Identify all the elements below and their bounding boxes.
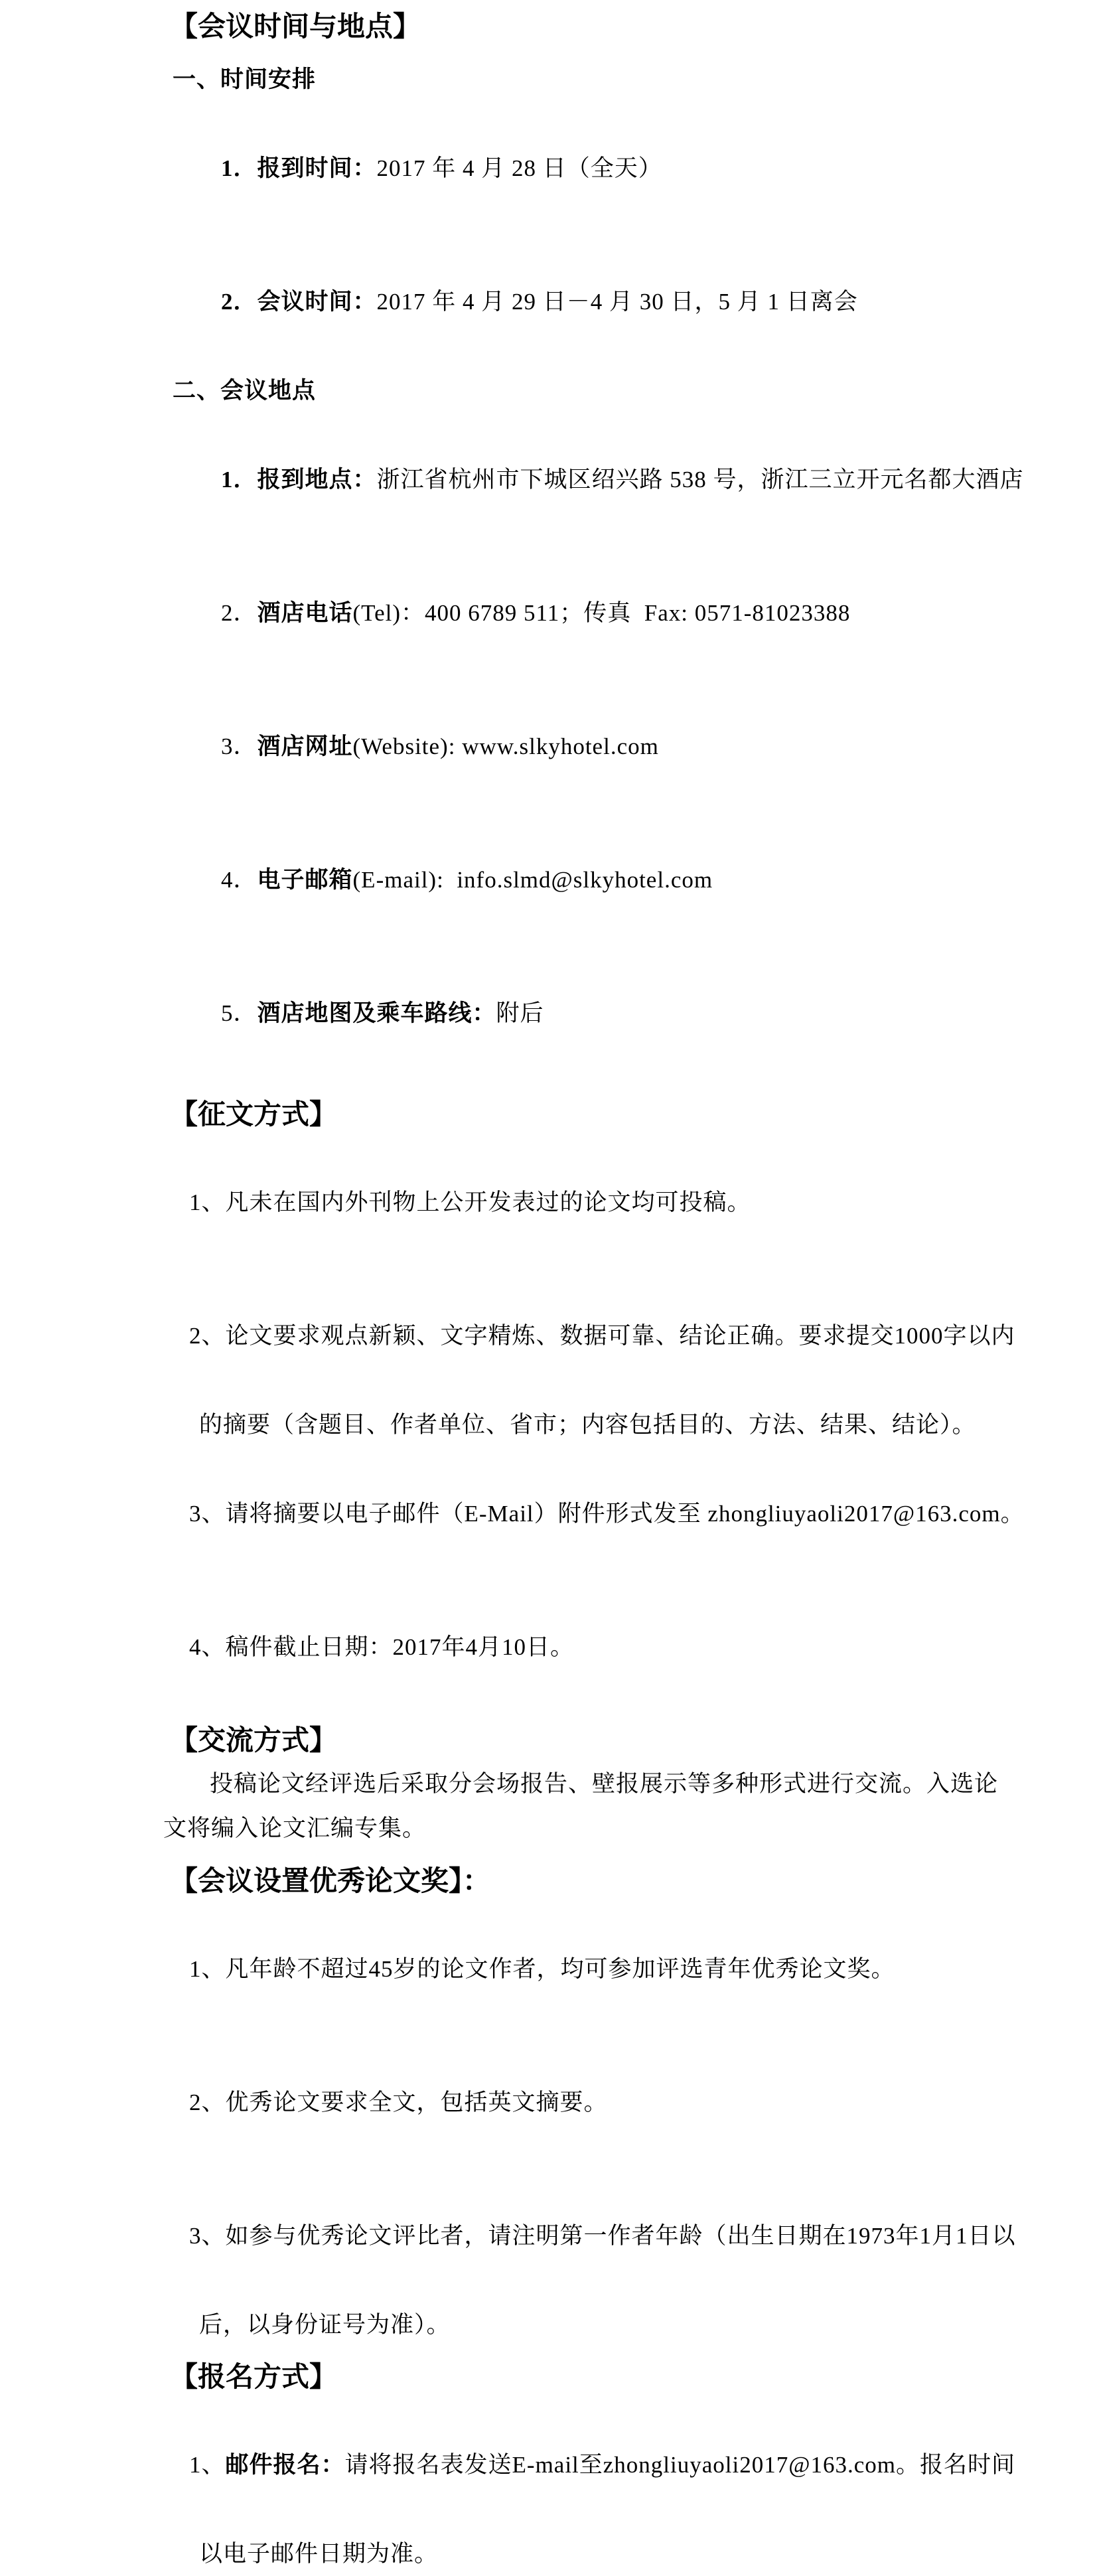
- item-number: 1、: [189, 2452, 226, 2478]
- item-text: 论文要求观点新颖、文字精炼、数据可靠、结论正确。要求提交1000字以内: [225, 1323, 1015, 1349]
- item-text-website-url: www.slkyhotel.com: [462, 733, 659, 759]
- paragraph-exchange-line2: 文将编入论文汇编专集。: [163, 1815, 427, 1841]
- paragraph-exchange-line1: 投稿论文经评选后采取分会场报告、壁报展示等多种形式进行交流。入选论: [210, 1771, 999, 1797]
- heading-exchange-format: 【交流方式】: [170, 1724, 338, 1756]
- list-item-award-2: [163, 2036, 1097, 2169]
- item-text: 凡年龄不超过45岁的论文作者，均可参加评选青年优秀论文奖。: [225, 1956, 895, 1982]
- list-item-cfp-3: [163, 1447, 1097, 1580]
- item-label-en: (Website):: [352, 733, 463, 759]
- list-item-cfp-2: [163, 1269, 1097, 1402]
- list-item-checkin-time: [195, 102, 1097, 235]
- item-number: 3．: [221, 733, 257, 759]
- list-item-cfp-1: [163, 1136, 1097, 1269]
- item-label: 酒店电话: [257, 600, 353, 626]
- item-number: 1、: [189, 1189, 226, 1215]
- item-label: 酒店地图及乘车路线：: [257, 1000, 496, 1026]
- item-text: 请将报名表发送E-mail至zhongliuyaoli2017@163.com。报名时间: [344, 2452, 1015, 2478]
- list-item-award-3-continuation: 后，以身份证号为准）。: [199, 2312, 451, 2338]
- item-number: 3、: [189, 2223, 226, 2249]
- item-number: 2．: [221, 600, 257, 626]
- heading-excellent-paper-awards: 【会议设置优秀论文奖】：: [170, 1865, 491, 1896]
- list-item-meeting-time: [195, 235, 1097, 368]
- item-label: 酒店网址: [257, 733, 353, 759]
- item-number: 4．: [221, 867, 257, 893]
- item-text: 2017 年 4 月 28 日（全天）: [376, 155, 662, 181]
- item-number: 1、: [189, 1956, 226, 1982]
- item-text: 请将摘要以电子邮件（E-Mail）附件形式发至 zhongliuyaoli2017@163.com。: [225, 1501, 1025, 1527]
- list-item-registration-1: [163, 2398, 1097, 2532]
- item-number: 2、: [189, 1323, 226, 1349]
- item-label: 1．报到地点：: [221, 467, 377, 492]
- heading-call-for-papers: 【征文方式】: [170, 1099, 338, 1130]
- subsection-title-time-arrangement: 一、时间安排: [173, 66, 317, 92]
- list-item-hotel-map: [195, 947, 1097, 1080]
- list-item-registration-1-continuation: 以电子邮件日期为准。: [199, 2541, 439, 2567]
- item-text: 凡未在国内外刊物上公开发表过的论文均可投稿。: [225, 1189, 751, 1215]
- item-text: 如参与优秀论文评比者，请注明第一作者年龄（出生日期在1973年1月1日以: [225, 2223, 1016, 2249]
- item-label: 2．会议时间：: [221, 289, 377, 315]
- item-number: 4、: [189, 1634, 226, 1660]
- subsection-title-meeting-location: 二、会议地点: [173, 378, 317, 404]
- item-number: 2、: [189, 2089, 226, 2115]
- heading-time-and-location: 【会议时间与地点】: [170, 11, 421, 42]
- item-text: 优秀论文要求全文，包括英文摘要。: [225, 2089, 608, 2115]
- list-item-checkin-address: [195, 413, 1097, 546]
- item-label: 1．报到时间：: [221, 155, 377, 181]
- list-item-hotel-email: [195, 813, 1097, 947]
- item-text: 400 6789 511；传真 Fax: 0571-81023388: [425, 600, 851, 626]
- item-text: 浙江省杭州市下城区绍兴路 538 号，浙江三立开元名都大酒店: [376, 467, 1024, 492]
- item-label-en: (E-mail):: [352, 867, 457, 893]
- list-item-hotel-phone: [195, 546, 1097, 680]
- item-number: 5．: [221, 1000, 257, 1026]
- item-text-email-address: info.slmd@slkyhotel.com: [457, 867, 713, 893]
- list-item-hotel-website: [195, 680, 1097, 813]
- list-item-cfp-4: [163, 1580, 1097, 1714]
- item-label-en: (Tel)：: [352, 600, 425, 626]
- heading-registration-method: 【报名方式】: [170, 2361, 338, 2392]
- list-item-award-1: [163, 1902, 1097, 2036]
- item-text: 2017 年 4 月 29 日－4 月 30 日，5 月 1 日离会: [376, 289, 858, 315]
- item-label: 邮件报名：: [225, 2452, 345, 2478]
- item-text: 稿件截止日期：2017年4月10日。: [225, 1634, 575, 1660]
- item-number: 3、: [189, 1501, 226, 1527]
- list-item-award-3: [163, 2169, 1097, 2303]
- list-item-cfp-2-continuation: 的摘要（含题目、作者单位、省市；内容包括目的、方法、结果、结论）。: [199, 1412, 976, 1438]
- item-label: 电子邮箱: [257, 867, 353, 893]
- item-text: 附后: [496, 1000, 544, 1026]
